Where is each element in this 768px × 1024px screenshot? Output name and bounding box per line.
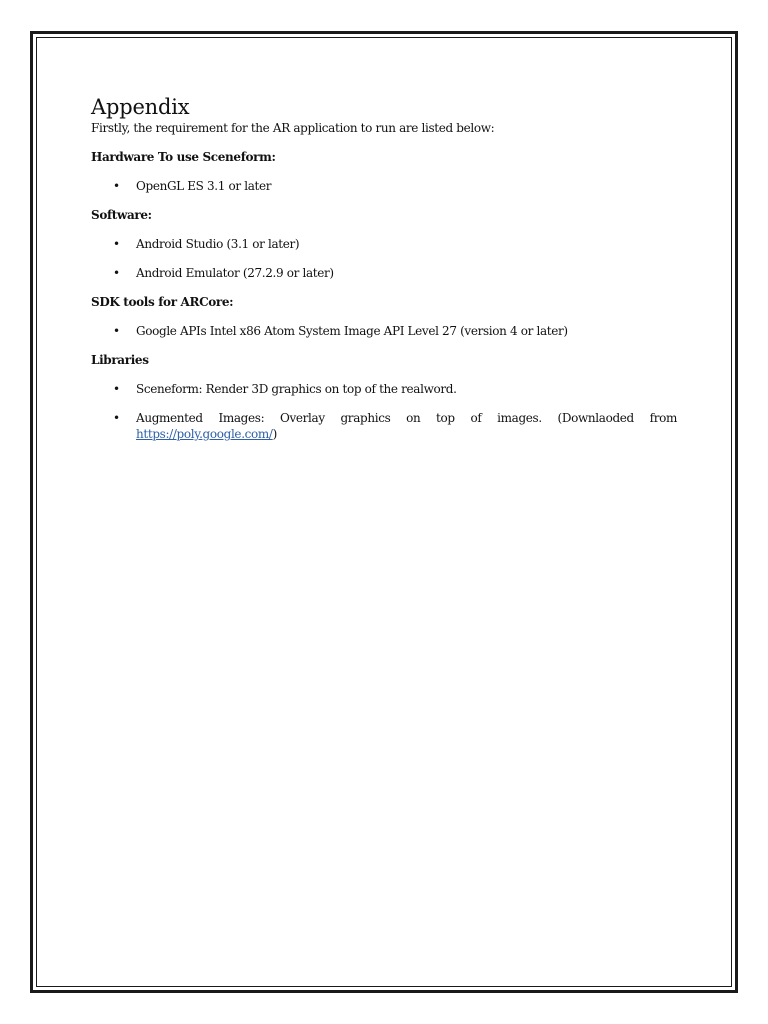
section-heading-sdk-tools: SDK tools for ARCore: xyxy=(91,295,234,309)
bullet-icon: • xyxy=(113,324,120,338)
hardware-list xyxy=(91,178,677,194)
page-title: Appendix xyxy=(91,95,190,119)
section-heading-libraries: Libraries xyxy=(91,353,149,367)
bullet-icon: • xyxy=(113,382,120,396)
list-item: • Google APIs Intel x86 Atom System Image API Level 27 (version 4 or later) xyxy=(113,324,568,338)
sdk-tools-list xyxy=(91,323,677,339)
section-heading-hardware: Hardware To use Sceneform: xyxy=(91,150,276,164)
bullet-icon: • xyxy=(113,266,120,280)
poly-google-link[interactable]: https://poly.google.com/ xyxy=(136,427,273,441)
bullet-icon: • xyxy=(113,179,120,193)
intro-paragraph: Firstly, the requirement for the AR application to run are listed below: xyxy=(91,121,495,135)
section-heading-software: Software: xyxy=(91,208,152,222)
bullet-icon: • xyxy=(113,411,120,425)
bullet-icon: • xyxy=(113,237,120,251)
document-body xyxy=(91,94,677,455)
list-item: • Sceneform: Render 3D graphics on top of the realword. xyxy=(113,382,457,396)
libraries-list xyxy=(91,381,677,442)
list-item: • Augmented Images: Overlay graphics on top of images. (Downlaoded from https://poly.google.com/) xyxy=(113,411,677,441)
list-item: • OpenGL ES 3.1 or later xyxy=(113,179,272,193)
list-item: • Android Studio (3.1 or later) xyxy=(113,237,300,251)
software-list xyxy=(91,236,677,281)
list-item: • Android Emulator (27.2.9 or later) xyxy=(113,266,334,280)
